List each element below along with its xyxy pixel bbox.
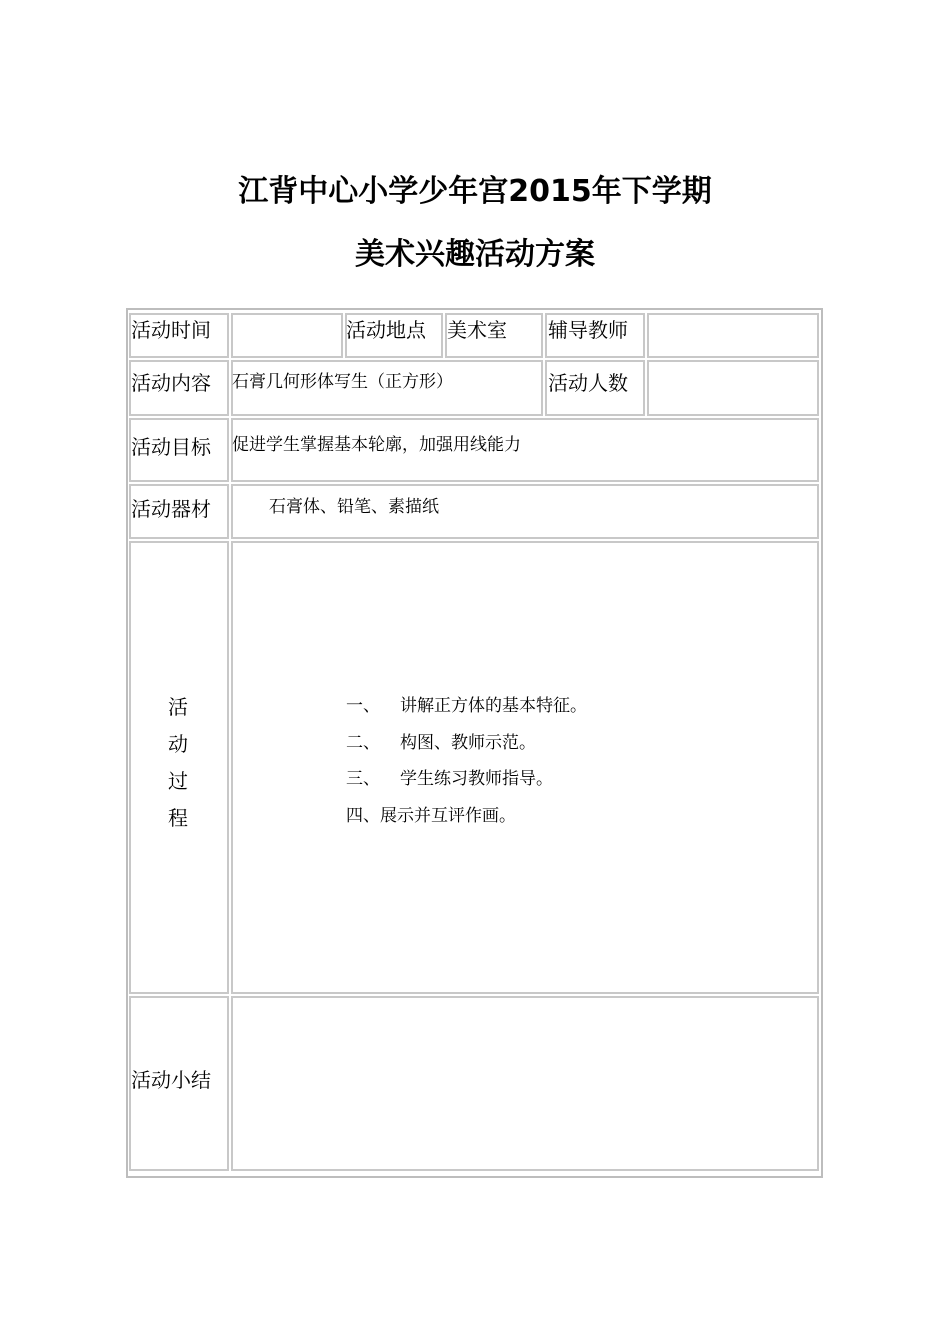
process-label-char: 动	[168, 732, 188, 756]
step-text: 展示并互评作画。	[380, 806, 516, 826]
equipment-value: 石膏体、铅笔、素描纸	[269, 497, 439, 517]
process-label-char: 活	[168, 695, 188, 719]
time-label: 活动时间	[131, 318, 211, 342]
step-text: 讲解正方体的基本特征。	[400, 696, 587, 716]
place-value: 美术室	[447, 318, 507, 342]
summary-label: 活动小结	[131, 1068, 211, 1092]
content-label: 活动内容	[131, 371, 211, 395]
goal-value: 促进学生掌握基本轮廓，加强用线能力	[232, 435, 521, 455]
process-label-char: 过	[168, 769, 188, 793]
document-title-line-1: 江背中心小学少年宫2015年下学期	[238, 174, 712, 209]
process-step-1	[346, 698, 587, 715]
goal-label: 活动目标	[131, 435, 211, 459]
step-number: 四、	[346, 806, 380, 826]
process-content-cell	[231, 541, 819, 994]
step-number: 一、	[346, 696, 380, 716]
place-label: 活动地点	[346, 318, 426, 342]
process-step-3	[346, 771, 553, 788]
count-value-cell	[647, 360, 819, 416]
count-label: 活动人数	[548, 371, 628, 395]
step-text: 构图、教师示范。	[400, 733, 536, 753]
summary-content-cell	[231, 996, 819, 1171]
step-number: 二、	[346, 733, 380, 753]
step-number: 三、	[346, 769, 380, 789]
step-text: 学生练习教师指导。	[400, 769, 553, 789]
equipment-label: 活动器材	[131, 497, 211, 521]
process-label	[167, 689, 189, 837]
teacher-value-cell	[647, 313, 819, 358]
process-step-2	[346, 735, 536, 752]
content-value: 石膏几何形体写生（正方形）	[232, 372, 453, 392]
document-title-line-2: 美术兴趣活动方案	[355, 237, 595, 272]
process-step-4	[346, 808, 516, 825]
teacher-label: 辅导教师	[548, 318, 628, 342]
process-label-char: 程	[168, 806, 188, 830]
time-value-cell	[231, 313, 343, 358]
